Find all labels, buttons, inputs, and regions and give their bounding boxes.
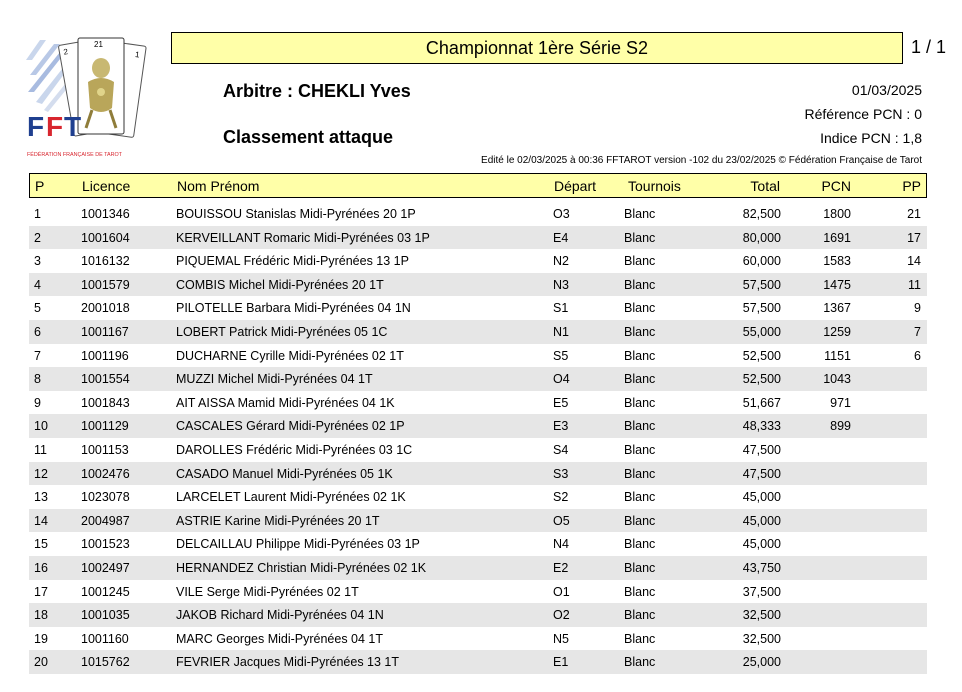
cell-depart: S1: [553, 301, 569, 316]
cell-p: 11: [34, 442, 47, 457]
cell-total: 32,500: [742, 631, 781, 646]
cell-total: 57,500: [742, 301, 781, 316]
cell-total: 47,500: [742, 466, 781, 481]
cell-nom: DUCHARNE Cyrille Midi-Pyrénées 02 1T: [176, 348, 404, 363]
table-row: [29, 556, 927, 580]
cell-licence: 1001167: [81, 324, 129, 339]
cell-p: 20: [34, 655, 48, 670]
svg-text:T: T: [64, 111, 82, 142]
cell-total: 55,000: [742, 324, 781, 339]
cell-depart: E3: [553, 419, 569, 434]
cell-tournois: Blanc: [624, 348, 656, 363]
cell-licence: 1001554: [81, 372, 130, 387]
cell-p: 18: [34, 608, 48, 623]
cell-pcn: 1583: [823, 254, 851, 269]
cell-depart: N2: [553, 254, 569, 269]
cell-tournois: Blanc: [624, 207, 656, 221]
cell-licence: 1001129: [81, 419, 129, 434]
cell-nom: HERNANDEZ Christian Midi-Pyrénées 02 1K: [176, 560, 427, 575]
cell-total: 32,500: [742, 608, 781, 623]
cell-licence: 1002497: [81, 560, 130, 575]
cell-p: 7: [34, 348, 41, 363]
title-box: [171, 32, 903, 64]
cell-depart: N3: [553, 277, 569, 292]
table-row: [29, 462, 927, 486]
col-header-nom: Nom Prénom: [177, 178, 260, 194]
table-header: [29, 173, 927, 198]
cell-nom: MUZZI Michel Midi-Pyrénées 04 1T: [176, 372, 373, 387]
cell-nom: LARCELET Laurent Midi-Pyrénées 02 1K: [176, 490, 406, 505]
cell-depart: S2: [553, 490, 569, 505]
arbitre-label: Arbitre : CHEKLI Yves: [223, 81, 411, 101]
table-row: [29, 296, 927, 320]
cell-pcn: 971: [830, 395, 851, 410]
cell-total: 52,500: [742, 372, 781, 387]
cell-tournois: Blanc: [624, 466, 656, 481]
cell-depart: N1: [553, 324, 569, 339]
table-row: [29, 249, 927, 273]
cell-depart: E2: [553, 560, 569, 575]
cell-depart: O4: [553, 372, 570, 387]
col-header-depart: Départ: [554, 178, 597, 194]
cell-depart: S5: [553, 348, 569, 363]
card-number-center: 21: [94, 40, 103, 49]
cell-total: 51,667: [742, 395, 781, 410]
table-row: [29, 580, 927, 604]
cell-tournois: Blanc: [624, 372, 656, 387]
cell-tournois: Blanc: [624, 584, 656, 599]
cell-total: 45,000: [742, 513, 781, 528]
cell-total: 60,000: [742, 254, 781, 269]
cell-licence: 1016132: [81, 254, 130, 269]
classement-label: Classement attaque: [223, 127, 394, 147]
cell-pcn: 899: [830, 419, 851, 434]
cell-licence: 1001843: [81, 395, 130, 410]
cell-total: 47,500: [742, 442, 781, 457]
cell-licence: 1001245: [81, 584, 130, 599]
col-header-licence: Licence: [82, 178, 131, 194]
cell-tournois: Blanc: [624, 254, 656, 269]
cell-p: 14: [34, 513, 48, 528]
cell-depart: O1: [553, 584, 570, 599]
cell-depart: O2: [553, 608, 570, 623]
cell-depart: O5: [553, 513, 570, 528]
cell-tournois: Blanc: [624, 324, 656, 339]
cell-p: 1: [34, 207, 41, 221]
table-row: [29, 320, 927, 344]
cell-pp: 9: [914, 301, 921, 316]
cell-nom: DAROLLES Frédéric Midi-Pyrénées 03 1C: [176, 442, 413, 457]
cell-pcn: 1691: [823, 230, 851, 245]
table-row: [29, 438, 927, 462]
cell-total: 57,500: [742, 277, 781, 292]
cell-pp: 6: [914, 348, 921, 363]
cell-nom: LOBERT Patrick Midi-Pyrénées 05 1C: [176, 324, 388, 339]
cell-depart: O3: [553, 207, 570, 221]
cell-pp: 7: [914, 324, 921, 339]
cell-pcn: 1367: [823, 301, 851, 316]
cell-depart: E5: [553, 395, 569, 410]
cell-tournois: Blanc: [624, 513, 656, 528]
cell-p: 15: [34, 537, 48, 552]
cell-p: 8: [34, 372, 41, 387]
cell-licence: 1001523: [81, 537, 130, 552]
cell-tournois: Blanc: [624, 442, 656, 457]
cell-licence: 1023078: [81, 490, 130, 505]
cell-licence: 1001346: [81, 207, 130, 221]
cell-nom: CASADO Manuel Midi-Pyrénées 05 1K: [176, 466, 393, 481]
svg-text:F: F: [46, 111, 64, 142]
cell-tournois: Blanc: [624, 301, 656, 316]
cell-p: 3: [34, 254, 41, 269]
cell-nom: CASCALES Gérard Midi-Pyrénées 02 1P: [176, 419, 405, 434]
cell-total: 82,500: [742, 207, 781, 221]
cell-pp: 14: [907, 254, 921, 269]
cell-pcn: 1800: [823, 207, 851, 221]
reference-pcn: Référence PCN : 0: [804, 106, 922, 122]
cell-licence: 1001153: [81, 442, 129, 457]
cell-pp: 17: [907, 230, 921, 245]
cell-tournois: Blanc: [624, 419, 656, 434]
fft-letters: [27, 111, 81, 142]
cell-total: 25,000: [742, 655, 781, 670]
cell-nom: AIT AISSA Mamid Midi-Pyrénées 04 1K: [176, 395, 395, 410]
cell-p: 10: [34, 419, 48, 434]
cell-tournois: Blanc: [624, 230, 656, 245]
cell-p: 4: [34, 277, 41, 292]
cell-pcn: 1475: [823, 277, 851, 292]
cell-licence: 1001196: [81, 348, 129, 363]
table-row: [29, 414, 927, 438]
cell-nom: DELCAILLAU Philippe Midi-Pyrénées 03 1P: [176, 537, 420, 552]
cell-p: 19: [34, 631, 48, 646]
cell-p: 13: [34, 490, 48, 505]
cell-licence: 1015762: [81, 655, 130, 670]
cell-licence: 1001604: [81, 230, 130, 245]
card-front: [78, 38, 124, 134]
cell-tournois: Blanc: [624, 537, 656, 552]
cell-licence: 2001018: [81, 301, 130, 316]
cell-p: 5: [34, 301, 41, 316]
cell-depart: N4: [553, 537, 569, 552]
cell-pcn: 1259: [823, 324, 851, 339]
cell-total: 45,000: [742, 490, 781, 505]
card-number-right: 1: [134, 49, 141, 60]
cell-nom: ASTRIE Karine Midi-Pyrénées 20 1T: [176, 513, 380, 528]
logo-tagline: FÉDÉRATION FRANÇAISE DE TAROT: [27, 152, 122, 158]
cell-total: 52,500: [742, 348, 781, 363]
table-row: [29, 485, 927, 509]
cell-nom: KERVEILLANT Romaric Midi-Pyrénées 03 1P: [176, 230, 430, 245]
date-label: 01/03/2025: [851, 82, 922, 98]
indice-pcn: Indice PCN : 1,8: [820, 130, 922, 146]
cell-pp: 21: [907, 207, 921, 221]
table-row: [29, 367, 927, 391]
cell-p: 2: [34, 230, 41, 245]
page-title: Championnat 1ère Série S2: [425, 37, 649, 58]
table-row: [29, 532, 927, 556]
col-header-tournois: Tournois: [628, 178, 681, 194]
cell-nom: JAKOB Richard Midi-Pyrénées 04 1N: [176, 608, 384, 623]
col-header-p: P: [35, 178, 45, 194]
table-row: [29, 344, 927, 368]
cell-licence: 2004987: [81, 513, 130, 528]
cell-nom: PIQUEMAL Frédéric Midi-Pyrénées 13 1P: [176, 254, 409, 269]
cell-total: 37,500: [742, 584, 781, 599]
table-row: [29, 627, 927, 651]
cell-nom: FEVRIER Jacques Midi-Pyrénées 13 1T: [176, 655, 400, 670]
page-number: 1 / 1: [911, 37, 947, 57]
cell-nom: PILOTELLE Barbara Midi-Pyrénées 04 1N: [176, 301, 411, 316]
table-row: [29, 273, 927, 297]
cell-tournois: Blanc: [624, 631, 656, 646]
table-body: [29, 202, 927, 674]
cell-pcn: 1151: [824, 348, 851, 363]
cell-tournois: Blanc: [624, 655, 656, 670]
cell-p: 12: [34, 466, 48, 481]
cell-depart: S4: [553, 442, 569, 457]
cell-p: 17: [34, 584, 48, 599]
cell-depart: E1: [553, 655, 569, 670]
cell-nom: VILE Serge Midi-Pyrénées 02 1T: [176, 584, 359, 599]
cell-pcn: 1043: [823, 372, 851, 387]
col-header-pcn: PCN: [821, 178, 851, 194]
card-number-left: 2: [62, 47, 69, 57]
table-row: [29, 650, 927, 674]
cell-total: 45,000: [742, 537, 781, 552]
cell-p: 6: [34, 324, 41, 339]
cell-depart: N5: [553, 631, 569, 646]
svg-text:F: F: [27, 111, 45, 142]
cell-tournois: Blanc: [624, 608, 656, 623]
cell-pp: 11: [908, 277, 921, 292]
cell-nom: MARC Georges Midi-Pyrénées 04 1T: [176, 631, 384, 646]
cell-licence: 1002476: [81, 466, 130, 481]
cell-tournois: Blanc: [624, 560, 656, 575]
fft-logo: [26, 30, 148, 164]
cell-tournois: Blanc: [624, 490, 656, 505]
cell-p: 16: [34, 560, 48, 575]
table-row: [29, 509, 927, 533]
table-row: [29, 202, 927, 226]
cell-depart: S3: [553, 466, 569, 481]
edition-note: Edité le 02/03/2025 à 00:36 FFTAROT version -102 du 23/02/2025 © Fédération Française de Tarot: [481, 155, 922, 166]
cell-depart: E4: [553, 230, 569, 245]
table-row: [29, 603, 927, 627]
cell-tournois: Blanc: [624, 277, 656, 292]
table-row: [29, 226, 927, 250]
cell-nom: COMBIS Michel Midi-Pyrénées 20 1T: [176, 277, 384, 292]
cell-total: 48,333: [742, 419, 781, 434]
table-row: [29, 391, 927, 415]
cell-tournois: Blanc: [624, 395, 656, 410]
col-header-total: Total: [750, 178, 780, 194]
cell-total: 43,750: [742, 560, 781, 575]
cell-licence: 1001579: [81, 277, 130, 292]
cell-p: 9: [34, 395, 41, 410]
cell-total: 80,000: [742, 230, 781, 245]
cell-licence: 1001160: [81, 631, 129, 646]
col-header-pp: PP: [902, 178, 921, 194]
cell-nom: BOUISSOU Stanislas Midi-Pyrénées 20 1P: [176, 207, 416, 221]
cell-licence: 1001035: [81, 608, 130, 623]
